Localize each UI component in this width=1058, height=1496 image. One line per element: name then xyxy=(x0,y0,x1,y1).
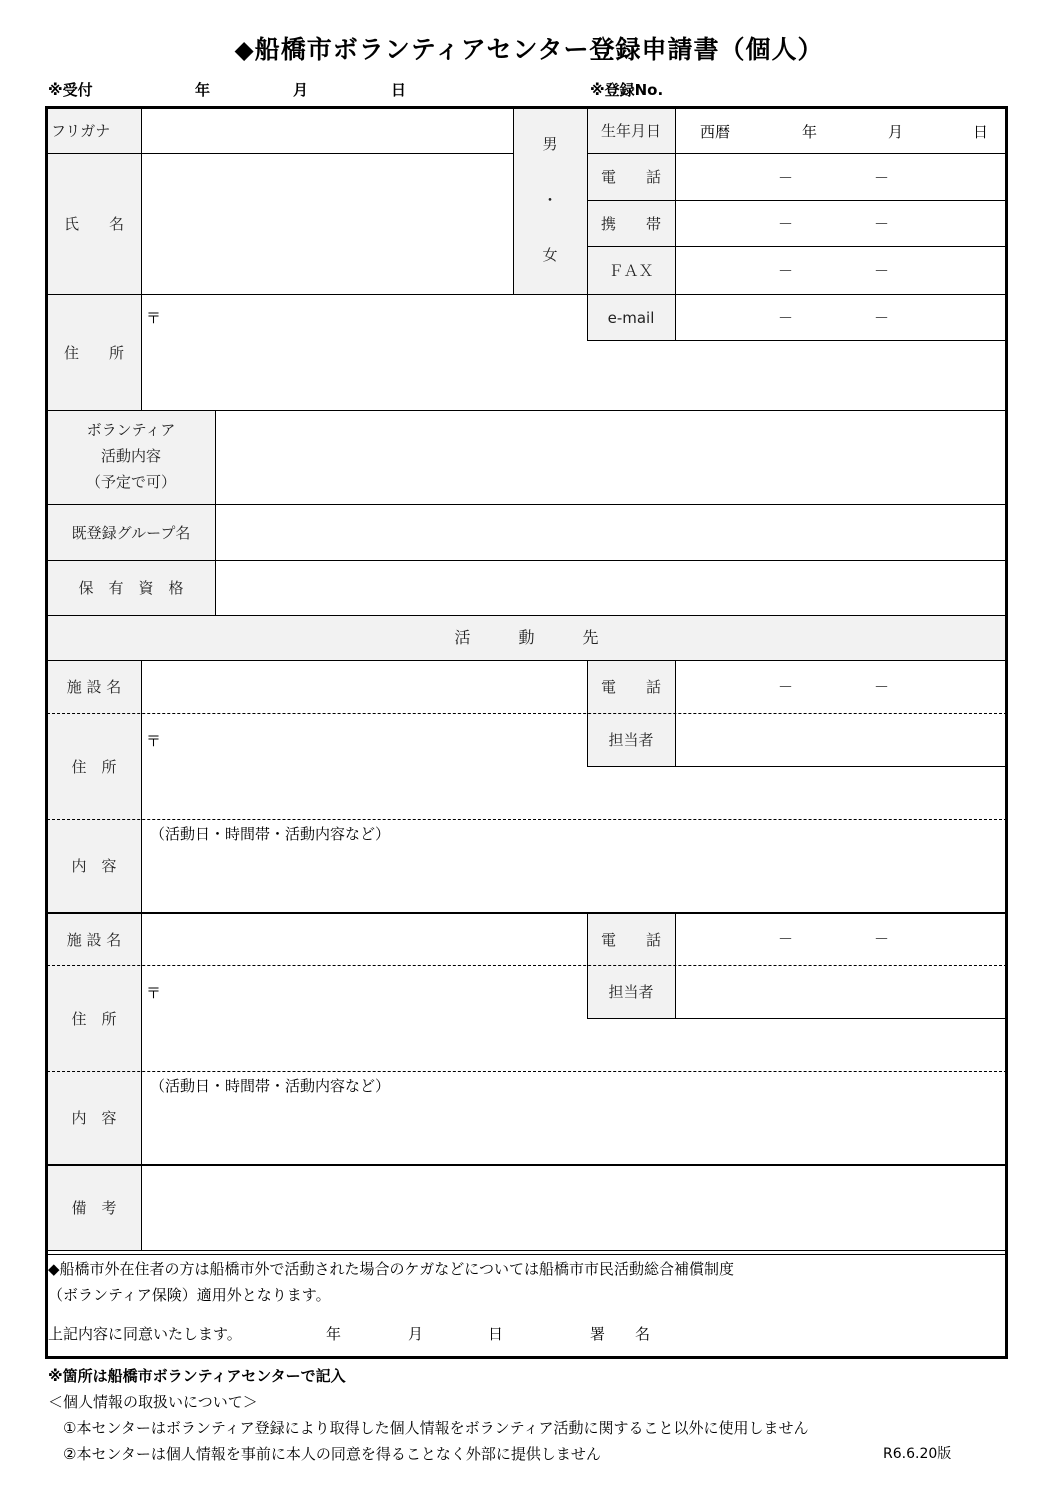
content-hint-1: （活動日・時間帯・活動内容など） xyxy=(150,825,391,843)
phone-sep-1: － xyxy=(778,169,794,187)
fax-label: ＦＡＸ xyxy=(608,261,654,280)
dest-address-label-2: 住 所 xyxy=(71,1009,117,1028)
dest-phone-sep-2a: － xyxy=(778,930,794,948)
dest-address-label-1: 住 所 xyxy=(71,757,117,776)
registration-number-label: ※登録No. xyxy=(590,81,664,99)
content-hint-2: （活動日・時間帯・活動内容など） xyxy=(150,1077,391,1095)
privacy-item-2: ②本センターは個人情報を事前に本人の同意を得ることなく外部に提供しません xyxy=(63,1445,601,1463)
consent-month: 月 xyxy=(408,1325,424,1343)
group-label: 既登録グループ名 xyxy=(71,523,191,542)
email-sep-1: － xyxy=(778,309,794,327)
gender-male[interactable]: 男 xyxy=(542,135,558,153)
activity-label-3: （予定で可） xyxy=(85,473,176,491)
facility-label-2: 施 設 名 xyxy=(66,930,122,949)
notice-line-1: ◆船橋市外在住者の方は船橋市外で活動された場合のケガなどについては船橋市市民活動総合補償制度 xyxy=(48,1260,734,1278)
fax-sep-2: － xyxy=(874,262,890,280)
birth-month: 月 xyxy=(888,123,904,141)
mobile-sep-1: － xyxy=(778,215,794,233)
email-label: e-mail xyxy=(607,308,655,327)
dest-phone-label-2: 電 話 xyxy=(600,930,661,949)
phone-sep-2: － xyxy=(874,169,890,187)
fax-sep-1: － xyxy=(778,262,794,280)
address-label: 住 所 xyxy=(63,343,124,362)
birth-era: 西暦 xyxy=(700,123,731,141)
privacy-title: ＜個人情報の取扱いについて＞ xyxy=(48,1393,258,1411)
remarks-label: 備 考 xyxy=(71,1198,117,1217)
gender-female[interactable]: 女 xyxy=(542,246,558,264)
email-sep-2: － xyxy=(874,309,890,327)
reception-year: 年 xyxy=(195,81,211,99)
dest-phone-sep-2b: － xyxy=(874,930,890,948)
notice-line-2: （ボランティア保険）適用外となります。 xyxy=(48,1286,331,1304)
form-title: ◆船橋市ボランティアセンター登録申請書（個人） xyxy=(234,35,824,64)
postal-mark: 〒 xyxy=(146,309,162,327)
mobile-sep-2: － xyxy=(874,215,890,233)
privacy-item-1: ①本センターはボランティア登録により取得した個人情報をボランティア活動に関すること以外に使用しません xyxy=(63,1419,809,1437)
mobile-label: 携 帯 xyxy=(600,214,661,233)
reception-day: 日 xyxy=(391,81,407,99)
content-label-1: 内 容 xyxy=(71,857,117,875)
consent-text: 上記内容に同意いたします。 xyxy=(48,1325,242,1343)
consent-day: 日 xyxy=(488,1325,504,1343)
phone-label: 電 話 xyxy=(600,168,661,186)
dest-phone-sep-1b: － xyxy=(874,678,890,696)
qualifications-label: 保 有 資 格 xyxy=(78,579,184,597)
gender-dot: ・ xyxy=(542,191,558,209)
furigana-label: フリガナ xyxy=(51,121,111,140)
birthdate-label: 生年月日 xyxy=(600,121,661,140)
version-label: R6.6.20版 xyxy=(883,1446,952,1462)
activity-label-1: ボランティア xyxy=(86,421,176,439)
destination-header: 活 動 先 xyxy=(454,628,599,647)
dest-phone-sep-1a: － xyxy=(778,678,794,696)
contact-label-1: 担当者 xyxy=(608,731,654,749)
center-note: ※箇所は船橋市ボランティアセンターで記入 xyxy=(48,1367,346,1385)
birth-day: 日 xyxy=(973,123,989,141)
contact-label-2: 担当者 xyxy=(608,983,654,1001)
activity-label-2: 活動内容 xyxy=(100,447,161,465)
name-label: 氏 名 xyxy=(63,215,124,233)
facility-label-1: 施 設 名 xyxy=(66,678,122,696)
consent-year: 年 xyxy=(326,1325,342,1343)
dest-postal-mark-1: 〒 xyxy=(146,732,162,750)
signature-label: 署 名 xyxy=(590,1325,651,1343)
reception-label: ※受付 xyxy=(48,81,93,99)
reception-month: 月 xyxy=(293,81,309,99)
dest-phone-label-1: 電 話 xyxy=(600,678,661,696)
dest-postal-mark-2: 〒 xyxy=(146,984,162,1002)
birth-year: 年 xyxy=(802,123,818,141)
content-label-2: 内 容 xyxy=(71,1109,117,1127)
